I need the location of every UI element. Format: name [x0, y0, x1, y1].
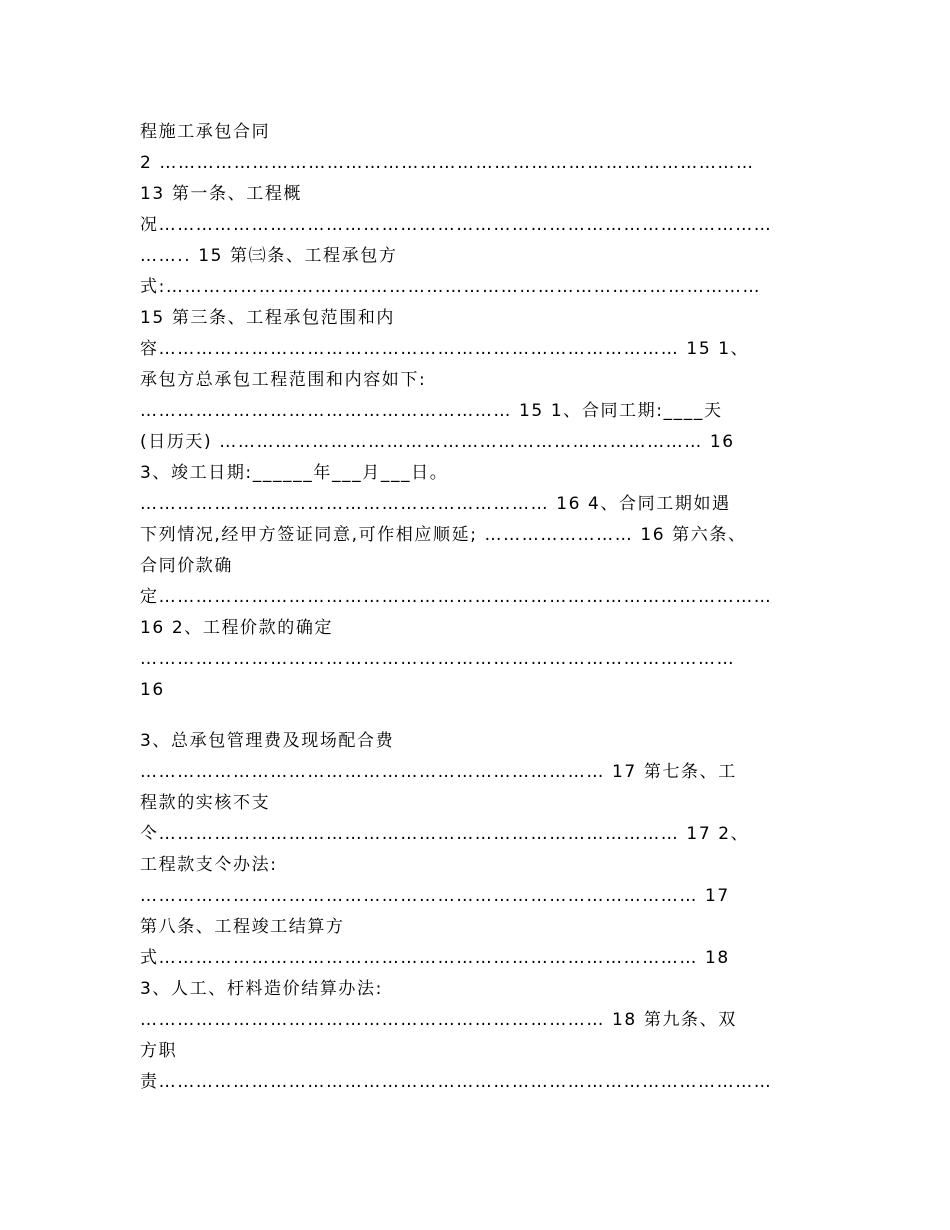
toc-line: 16 — [140, 680, 165, 700]
toc-line: …………………………………………………………………………………… — [140, 649, 736, 669]
toc-line: 3、竣工日期:______年___月___日。 — [140, 463, 449, 483]
toc-line: …….. 15 第㈢条、工程承包方 — [140, 246, 398, 266]
toc-line: 15 第三条、工程承包范围和内 — [140, 308, 396, 328]
toc-line: 程款的实核不支 — [140, 793, 271, 813]
toc-line: ………………………………………………………………… 18 第九条、双 — [140, 1010, 737, 1030]
toc-line: 承包方总承包工程范围和内容如下: — [140, 370, 427, 390]
toc-line: 16 2、工程价款的确定 — [140, 618, 334, 638]
toc-line: 式:…………………………………………………………………………………… — [140, 277, 762, 297]
toc-line: 责……………………………………………………………………………………… — [140, 1072, 773, 1092]
toc-line: 况……………………………………………………………………………………… — [140, 215, 773, 235]
toc-line: 容………………………………………………………………………… 15 1、 — [140, 339, 750, 359]
toc-line: …………………………………………………… 15 1、合同工期:____天 — [140, 401, 723, 421]
toc-line: 下列情况,经甲方签证同意,可作相应顺延; …………………… 16 第六条、 — [140, 525, 747, 545]
toc-line: 程施工承包合同 — [140, 122, 271, 142]
toc-line: 3、总承包管理费及现场配合费 — [140, 731, 395, 751]
toc-line: 3、人工、杅料造价结算办法: — [140, 979, 383, 999]
toc-line: 方职 — [140, 1041, 178, 1061]
toc-line: 第八条、工程竣工结算方 — [140, 917, 345, 937]
toc-line: 定……………………………………………………………………………………… — [140, 587, 773, 607]
toc-line: ………………………………………………………… 16 4、合同工期如遇 — [140, 494, 731, 514]
toc-line: 式…………………………………………………………………………… 18 — [140, 948, 730, 968]
toc-line: ………………………………………………………………… 17 第七条、工 — [140, 762, 737, 782]
toc-line: 仒………………………………………………………………………… 17 2、 — [140, 824, 750, 844]
toc-line: ……………………………………………………………………………… 17 — [140, 886, 730, 906]
toc-line: 13 第一条、工程概 — [140, 184, 303, 204]
toc-line: 工程款支仒办法: — [140, 855, 278, 875]
toc-line: (日历天) …………………………………………………………………… 16 — [140, 432, 735, 452]
toc-line: 合同价款确 — [140, 556, 233, 576]
toc-line: 2 …………………………………………………………………………………… — [140, 153, 755, 173]
table-of-contents — [140, 117, 812, 1098]
